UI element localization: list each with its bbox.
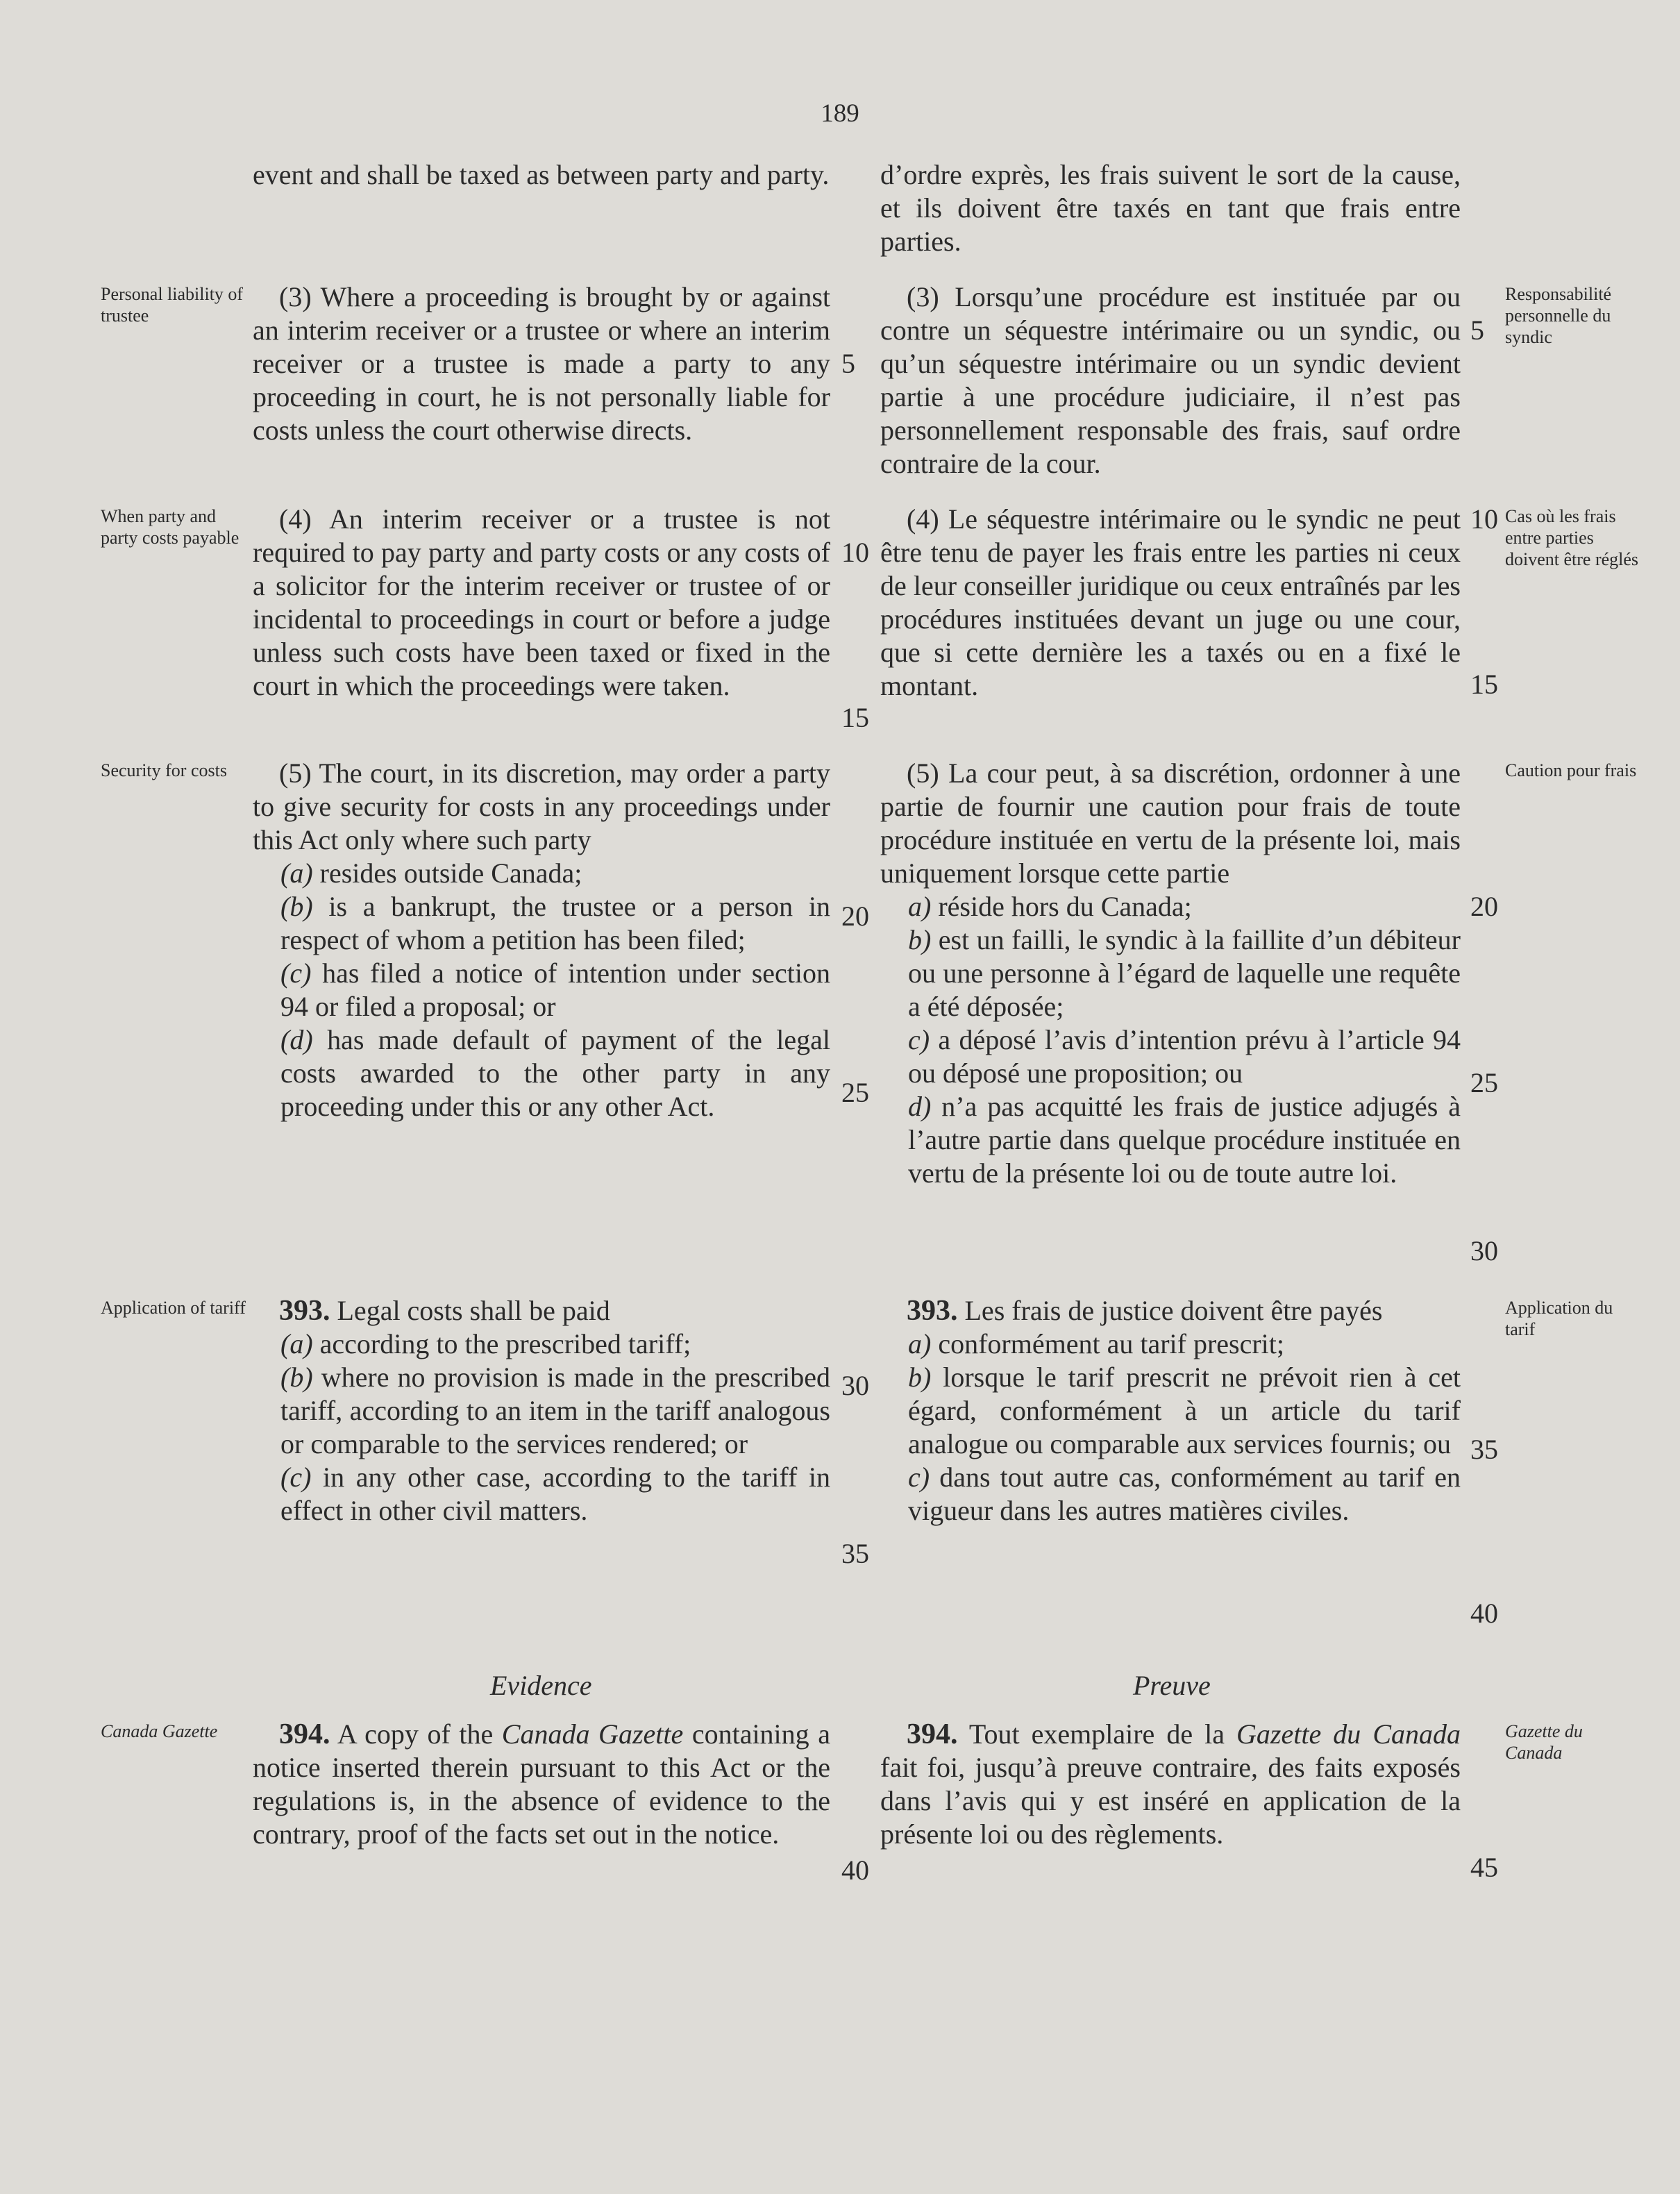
fr-subsection-4: (4) Le séquestre intérimaire ou le syndic ne peut être tenu de payer les frais entre les parties ni ceux de leur conseiller juridique ou ceux entraînés par les procédures instituées devant un juge ou une cour, que si cette dernière les a taxés ou en a fixé le montant. xyxy=(880,503,1461,701)
fr-s394-text-b: fait foi, jusqu’à preuve contraire, des faits exposés dans l’avis qui y est inséré en application de la présente loi ou des règlements. xyxy=(880,1752,1461,1850)
en-s393-item-c xyxy=(253,1461,830,1527)
margin-note-personal-liability: Personal liability of trustee xyxy=(101,284,244,326)
fr-s393-item-c xyxy=(880,1461,1461,1527)
fr-s5-item-c-label: c) xyxy=(908,1024,930,1055)
fr-subsection-5 xyxy=(880,757,1461,1190)
en-s5-item-a xyxy=(253,857,830,890)
margin-note-gazette: Canada Gazette xyxy=(101,1721,218,1741)
en-s393-item-a xyxy=(253,1328,830,1361)
en-s5-item-c xyxy=(253,957,830,1023)
fr-line-number-10: 10 xyxy=(1470,503,1498,535)
en-s394-italic: Canada Gazette xyxy=(501,1718,684,1750)
en-subsection-3: (3) Where a proceeding is brought by or against an interim receiver or a trustee or where an interim receiver or a trustee is made a party to any proceeding in court, he is not personally liable for costs unless the court otherwise directs. xyxy=(253,281,830,446)
en-s5-item-b-label: (b) xyxy=(280,891,313,922)
fr-s393-item-b xyxy=(880,1361,1461,1461)
fr-s393-item-a xyxy=(880,1328,1461,1361)
fr-line-number-30: 30 xyxy=(1470,1235,1498,1266)
en-line-number-25: 25 xyxy=(841,1077,869,1108)
fr-s394-text-a: Tout exemplaire de la xyxy=(968,1718,1237,1750)
en-s393-item-c-text: in any other case, according to the tariff in effect in other civil matters. xyxy=(280,1462,831,1526)
fr-line-number-25: 25 xyxy=(1470,1067,1498,1098)
fr-section-393 xyxy=(880,1294,1461,1527)
fr-s5-item-a-text: réside hors du Canada; xyxy=(938,891,1192,922)
en-s5-item-c-label: (c) xyxy=(280,957,312,989)
fr-intro: d’ordre exprès, les frais suivent le sort de la cause, et ils doivent être taxés en tant que frais entre parties. xyxy=(880,159,1461,257)
fr-s5-item-d-text: n’a pas acquitté les frais de justice adjugés à l’autre partie dans quelque procédure instituée en vertu de la présente loi ou de toute autre loi. xyxy=(908,1091,1461,1189)
en-section-394 xyxy=(253,1718,830,1851)
fr-s5-item-d xyxy=(880,1090,1461,1190)
en-s5-item-d xyxy=(253,1023,830,1123)
fr-s393-item-a-text: conformément au tarif prescrit; xyxy=(938,1328,1284,1359)
en-s393-item-a-text: according to the prescribed tariff; xyxy=(319,1328,691,1359)
en-s393-item-c-label: (c) xyxy=(280,1462,312,1493)
fr-heading-preuve: Preuve xyxy=(1133,1670,1211,1701)
fr-line-number-5: 5 xyxy=(1470,315,1484,346)
en-s5-item-b xyxy=(253,890,830,957)
en-s393-item-b xyxy=(253,1361,830,1461)
en-line-number-20: 20 xyxy=(841,901,869,932)
en-subsection-5 xyxy=(253,757,830,1123)
fr-s393-text: Les frais de justice doivent être payés xyxy=(964,1295,1383,1326)
margin-note-security: Security for costs xyxy=(101,760,227,780)
en-s394-text-b: containing a notice inserted therein pursuant to this Act or the regulations is, in the absence of evidence to the contrary, proof of the facts set out in the notice. xyxy=(253,1718,830,1850)
fr-s393-item-b-label: b) xyxy=(908,1362,932,1393)
en-line-number-5: 5 xyxy=(841,348,855,379)
margin-note-party-costs: When party and party costs payable xyxy=(101,506,240,548)
fr-s393-item-c-label: c) xyxy=(908,1462,930,1493)
en-s5-item-a-text: resides outside Canada; xyxy=(319,857,582,889)
en-s393-text: Legal costs shall be paid xyxy=(337,1295,610,1326)
margin-note-fr-gazette: Gazette du Canada xyxy=(1505,1721,1583,1763)
en-section-393 xyxy=(253,1294,830,1527)
en-intro: event and shall be taxed as between party and party. xyxy=(253,159,830,190)
fr-s5-item-c-text: a déposé l’avis d’intention prévu à l’article 94 ou déposé une proposition; ou xyxy=(908,1024,1461,1089)
margin-note-fr-tariff: Application du tarif xyxy=(1505,1298,1613,1339)
fr-line-number-15: 15 xyxy=(1470,669,1498,700)
page-number: 189 xyxy=(821,99,859,128)
margin-note-fr-security: Caution pour frais xyxy=(1505,760,1637,780)
fr-line-number-45: 45 xyxy=(1470,1852,1498,1883)
fr-s393-item-a-label: a) xyxy=(908,1328,932,1359)
fr-s5-item-b xyxy=(880,923,1461,1023)
fr-s5-item-a xyxy=(880,890,1461,923)
fr-s393-number: 393. xyxy=(907,1295,958,1327)
fr-subsection-3: (3) Lorsqu’une procédure est instituée par ou contre un séquestre intérimaire ou un syndic, ou qu’un séquestre intérimaire ou un syndic devient partie à une procédure judiciaire, il n’est pas personnellement responsable des frais, sauf ordre contraire de la cour. xyxy=(880,281,1461,479)
fr-line-number-20: 20 xyxy=(1470,891,1498,922)
en-line-number-10: 10 xyxy=(841,537,869,568)
fr-s394-number: 394. xyxy=(907,1718,958,1750)
en-s5-item-c-text: has filed a notice of intention under section 94 or filed a proposal; or xyxy=(280,957,831,1022)
en-s393-item-a-label: (a) xyxy=(280,1328,313,1359)
en-s5-item-d-text: has made default of payment of the legal costs awarded to the other party in any proceeding under this or any other Act. xyxy=(280,1024,830,1122)
margin-note-fr-personal-liability: Responsabilité personnelle du syndic xyxy=(1505,284,1612,347)
fr-s5-item-b-text: est un failli, le syndic à la faillite d’un débiteur ou une personne à l’égard de laquelle une requête a été déposée; xyxy=(908,924,1461,1022)
en-heading-evidence: Evidence xyxy=(490,1670,592,1701)
en-s394-number: 394. xyxy=(279,1718,330,1750)
fr-line-number-40: 40 xyxy=(1470,1598,1498,1629)
en-line-number-30: 30 xyxy=(841,1370,869,1401)
margin-note-fr-party-costs: Cas où les frais entre parties doivent être réglés xyxy=(1505,506,1639,569)
fr-s5-item-c xyxy=(880,1023,1461,1090)
fr-s5-item-b-label: b) xyxy=(908,924,932,955)
en-line-number-15: 15 xyxy=(841,702,869,733)
margin-note-tariff: Application of tariff xyxy=(101,1298,246,1318)
en-s5-item-b-text: is a bankrupt, the trustee or a person in respect of whom a petition has been filed; xyxy=(280,891,831,955)
en-s393-number: 393. xyxy=(279,1295,330,1327)
en-line-number-35: 35 xyxy=(841,1538,869,1569)
en-s5-item-d-label: (d) xyxy=(280,1024,313,1055)
fr-s5-item-d-label: d) xyxy=(908,1091,932,1122)
en-s5-intro: (5) The court, in its discretion, may order a party to give security for costs in any proceedings under this Act only where such party xyxy=(253,757,830,855)
fr-s393-item-c-text: dans tout autre cas, conformément au tarif en vigueur dans les autres matières civiles. xyxy=(908,1462,1461,1526)
en-line-number-40: 40 xyxy=(841,1854,869,1886)
fr-line-number-35: 35 xyxy=(1470,1434,1498,1465)
en-subsection-4: (4) An interim receiver or a trustee is not required to pay party and party costs or any costs of a solicitor for the interim receiver or trustee of or incidental to proceedings in court or before a judge unless such costs have been taxed or fixed in the court in which the proceedings were taken. xyxy=(253,503,830,701)
fr-s5-item-a-label: a) xyxy=(908,891,932,922)
en-s393-item-b-text: where no provision is made in the prescribed tariff, according to an item in the tariff analogous or comparable to the services rendered; or xyxy=(280,1362,830,1459)
fr-s393-item-b-text: lorsque le tarif prescrit ne prévoit rien à cet égard, conformément à un article du tarif analogue ou comparable aux services fournis; ou xyxy=(908,1362,1461,1459)
fr-s394-italic: Gazette du Canada xyxy=(1236,1718,1461,1750)
en-s5-item-a-label: (a) xyxy=(280,857,313,889)
fr-s5-intro: (5) La cour peut, à sa discrétion, ordonner à une partie de fournir une caution pour frais de toute procédure instituée en vertu de la présente loi, mais uniquement lorsque cette partie xyxy=(880,757,1461,889)
en-s394-text-a: A copy of the xyxy=(337,1718,502,1750)
en-s393-item-b-label: (b) xyxy=(280,1362,313,1393)
fr-section-394 xyxy=(880,1718,1461,1851)
